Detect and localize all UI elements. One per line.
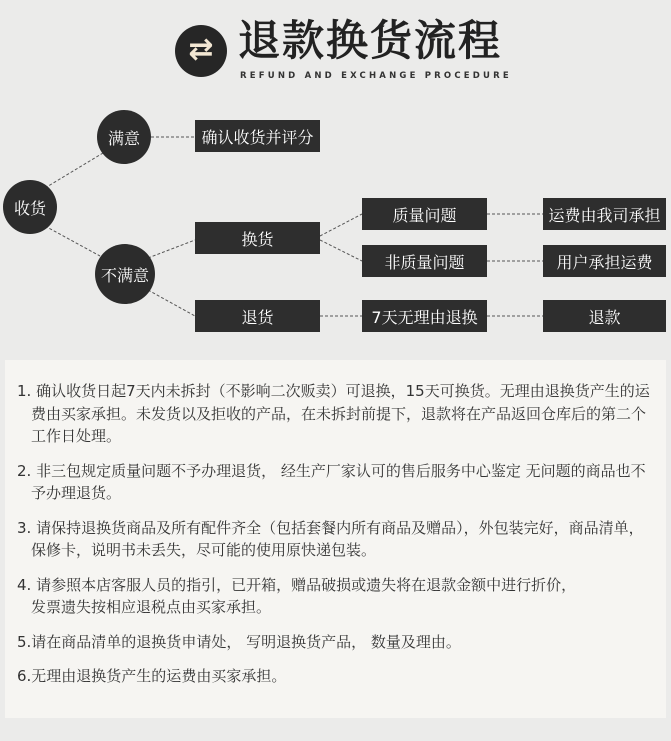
notes-panel bbox=[5, 360, 666, 718]
note-item: 6.无理由退换货产生的运费由买家承担。 bbox=[17, 667, 287, 685]
note-item: 5.请在商品清单的退换货申请处， 写明退换货产品， 数量及理由。 bbox=[17, 632, 461, 651]
note-item: 2. 非三包规定质量问题不予办理退货， 经生产厂家认可的售后服务中心鉴定 无问题的商品也不予办理退货。 bbox=[17, 461, 646, 502]
page-subtitle: REFUND AND EXCHANGE PROCEDURE bbox=[240, 71, 512, 81]
node-refund: 退款 bbox=[543, 300, 666, 332]
note-item: 1. 确认收货日起7天内未拆封（不影响二次贩卖）可退换，15天可换货。无理由退换货产生的运费由买家承担。未发货以及拒收的产品，在未拆封前提下，退款将在产品返回仓库后的第二个工作日处理。 bbox=[17, 382, 650, 445]
exchange-arrows-icon: ⇄ bbox=[175, 25, 227, 77]
page-title: 退款换货流程 bbox=[238, 16, 503, 65]
node-non-quality-issue: 非质量问题 bbox=[362, 245, 487, 277]
node-receive: 收货 bbox=[3, 180, 57, 234]
node-seven-day: 7天无理由退换 bbox=[362, 300, 487, 332]
node-confirm-rate: 确认收货并评分 bbox=[195, 120, 320, 152]
note-item: 3. 请保持退换货商品及所有配件齐全（包括套餐内所有商品及赠品），外包装完好，商品清单，保修卡，说明书未丢失，尽可能的使用原快递包装。 bbox=[17, 518, 644, 559]
node-quality-issue: 质量问题 bbox=[362, 198, 487, 230]
node-unsatisfied: 不满意 bbox=[95, 244, 155, 304]
node-satisfied: 满意 bbox=[97, 110, 151, 164]
node-exchange: 换货 bbox=[195, 222, 320, 254]
node-company-pays: 运费由我司承担 bbox=[543, 198, 666, 230]
node-return: 退货 bbox=[195, 300, 320, 332]
flow-section bbox=[0, 0, 671, 360]
note-item: 4. 请参照本店客服人员的指引，已开箱，赠品破损或遗失将在退款金额中进行折价，发票遗失按相应退税点由买家承担。 bbox=[17, 575, 577, 616]
node-user-pays: 用户承担运费 bbox=[543, 245, 666, 277]
